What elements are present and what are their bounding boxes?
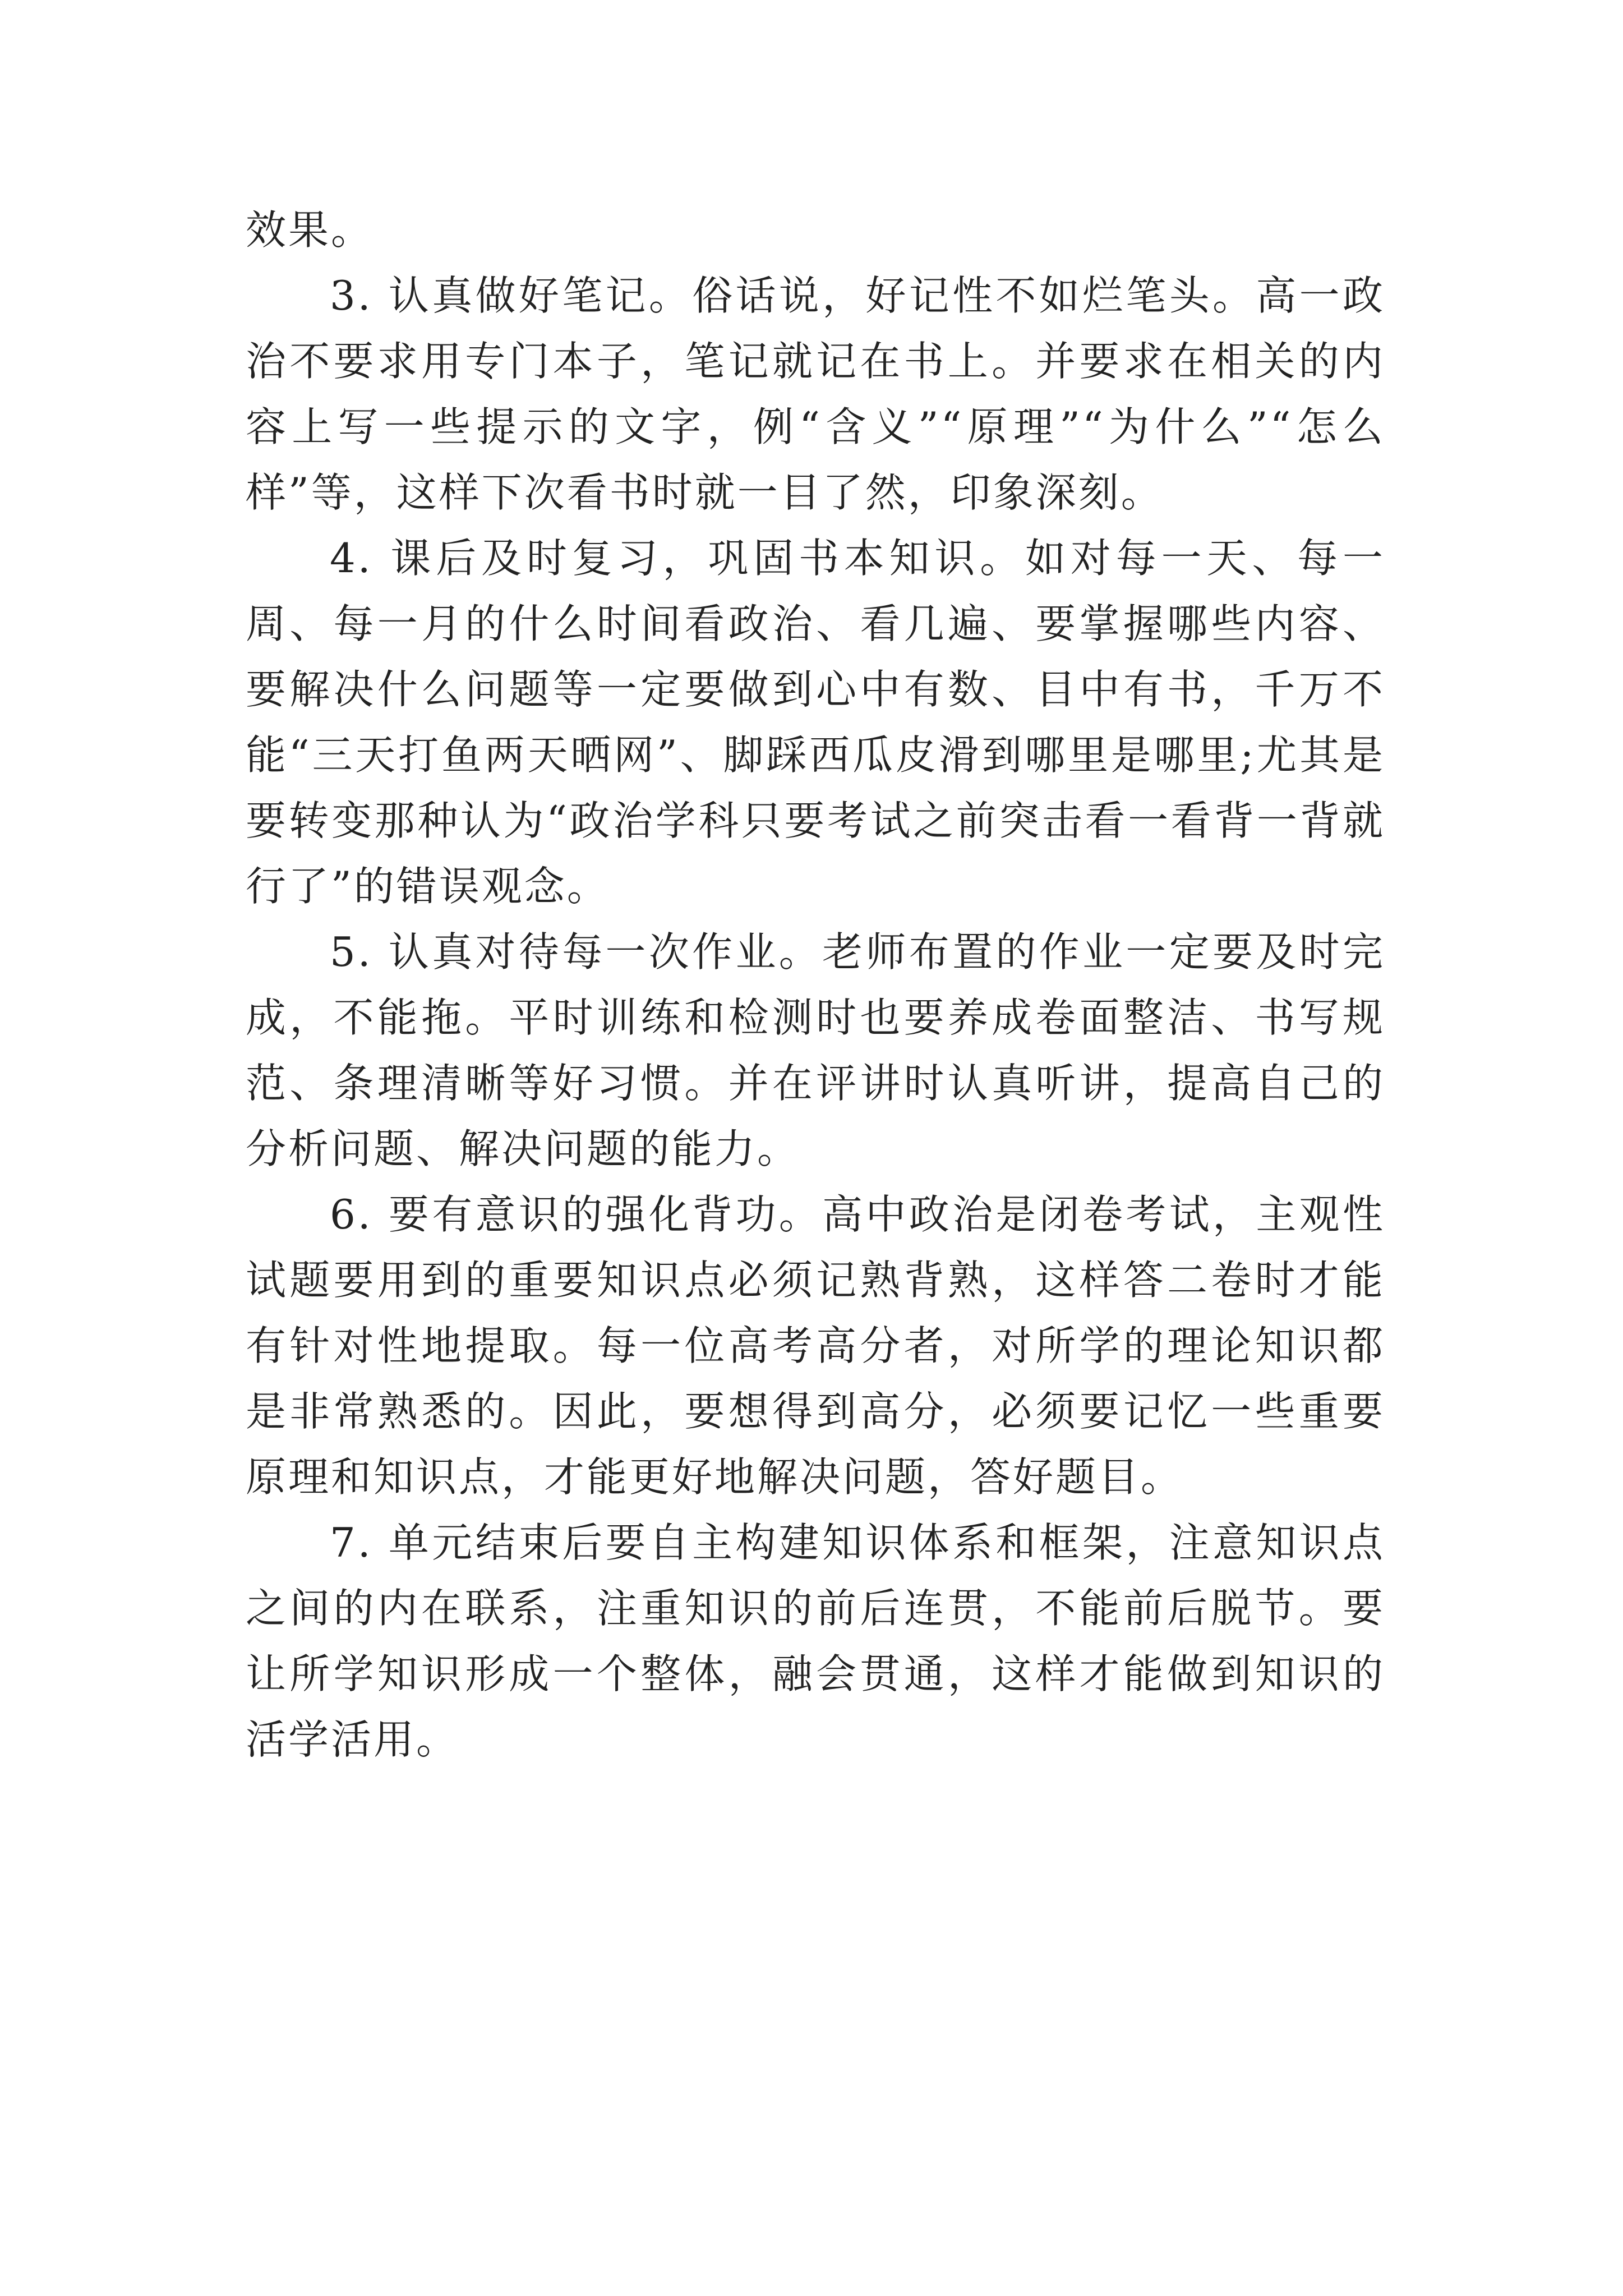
document-body <box>246 197 1385 1773</box>
paragraph-item-4: 4. 课后及时复习，巩固书本知识。如对每一天、每一周、每一月的什么时间看政治、看几遍、要掌握哪些内容、要解决什么问题等一定要做到心中有数、目中有书，千万不能“三天打鱼两天晒网”、脚踩西瓜皮滑到哪里是哪里;尤其是要转变那种认为“政治学科只要考试之前突击看一看背一背就行了”的错误观念。 <box>246 535 1385 910</box>
paragraph-continuation: 效果。 <box>246 206 374 254</box>
paragraph-item-7: 7. 单元结束后要自主构建知识体系和框架，注意知识点之间的内在联系，注重知识的前后连贯，不能前后脱节。要让所学知识形成一个整体，融会贯通，这样才能做到知识的活学活用。 <box>246 1519 1385 1763</box>
paragraph-item-6: 6. 要有意识的强化背功。高中政治是闭卷考试，主观性试题要用到的重要知识点必须记熟背熟，这样答二卷时才能有针对性地提取。每一位高考高分者，对所学的理论知识都是非常熟悉的。因此，要想得到高分，必须要记忆一些重要原理和知识点，才能更好地解决问题，答好题目。 <box>246 1191 1385 1501</box>
paragraph-item-5: 5. 认真对待每一次作业。老师布置的作业一定要及时完成，不能拖。平时训练和检测时也要养成卷面整洁、书写规范、条理清晰等好习惯。并在评讲时认真听讲，提高自己的分析问题、解决问题的能力。 <box>246 928 1385 1172</box>
paragraph-item-3: 3. 认真做好笔记。俗话说，好记性不如烂笔头。高一政治不要求用专门本子，笔记就记在书上。并要求在相关的内容上写一些提示的文字，例“含义”“原理”“为什么”“怎么样”等，这样下次看书时就一目了然，印象深刻。 <box>246 272 1385 516</box>
